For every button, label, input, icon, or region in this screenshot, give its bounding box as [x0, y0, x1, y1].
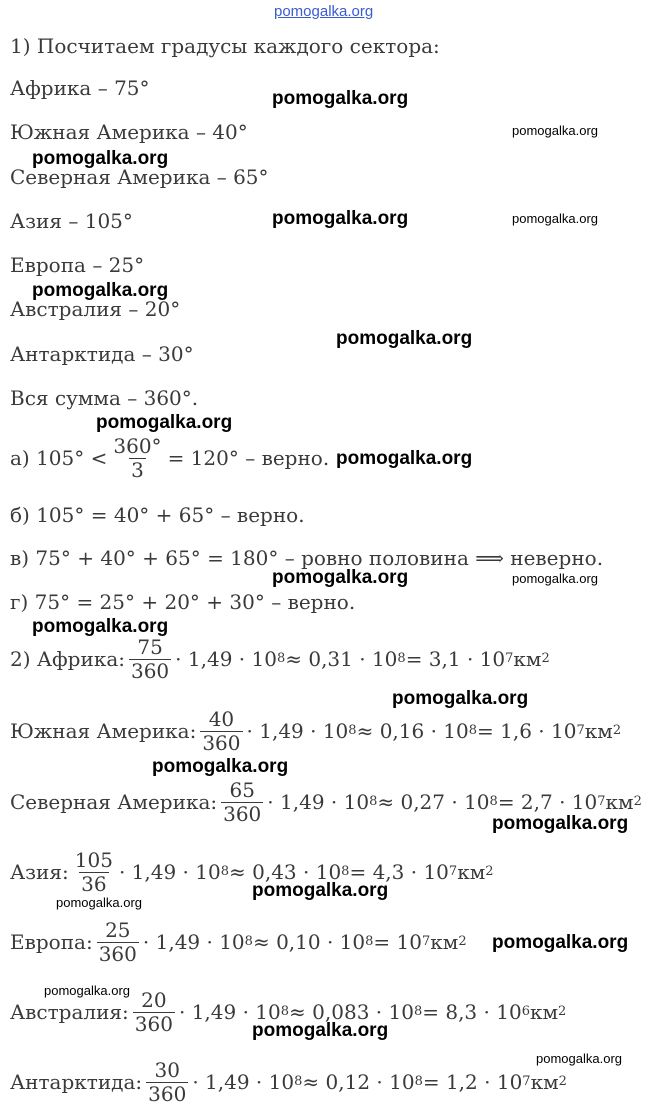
fraction [73, 847, 115, 896]
area-mid: · 1,49 · 10 [192, 1070, 295, 1094]
fraction-denominator: 360 [202, 730, 241, 755]
area-row: Европа: $\frac{25}{360}$ · 1,49 · 10 8 ≈ 0,10 · 10 8 = 10 7 км 2 [10, 917, 467, 966]
fraction [111, 433, 163, 482]
area-label: Северная Америка: [10, 790, 218, 814]
area-mid: · 1,49 · 10 [142, 930, 245, 954]
area-unit: км [430, 930, 459, 954]
area-result: = 1,6 · 10 [477, 719, 577, 743]
fraction-denominator: 360 [148, 1081, 187, 1106]
watermark: pomogalka.org [392, 688, 529, 709]
watermark: pomogalka.org [152, 756, 289, 777]
area-label: Австралия: [10, 1000, 129, 1024]
area-unit: км [584, 719, 613, 743]
watermark: pomogalka.org [272, 567, 409, 588]
area-row: Антарктида: $\frac{30}{360}$ · 1,49 · 10 8 ≈ 0,12 · 10 8 = 1,2 · 10 7 км 2 [10, 1057, 567, 1106]
fraction-denominator: 360 [130, 658, 170, 683]
sector-line: Азия – 105° [10, 209, 133, 233]
area-mid: · 1,49 · 10 [118, 860, 221, 884]
area-result: = 1,2 · 10 [422, 1070, 523, 1094]
area-result: = 8,3 · 10 [422, 1000, 522, 1024]
fraction-numerator: 75 [137, 634, 163, 659]
area-approx: ≈ 0,083 · 10 [289, 1000, 414, 1024]
fraction [221, 777, 263, 826]
watermark: pomogalka.org [336, 448, 473, 469]
fraction [200, 706, 242, 755]
answer-b: б) 105° = 40° + 65° – верно. [10, 503, 305, 527]
fraction-numerator: 40 [208, 706, 235, 731]
watermark: pomogalka.org [252, 880, 389, 901]
fraction [97, 917, 139, 966]
watermark: pomogalka.org [272, 208, 409, 229]
area-label: Антарктида: [10, 1070, 143, 1094]
area-unit: км [530, 1070, 559, 1094]
area-result: = 10 [373, 930, 422, 954]
area-mid: · 1,49 · 10 [267, 790, 370, 814]
answer-a-post: = 120° – верно. [167, 446, 330, 470]
fraction-numerator: 20 [141, 987, 167, 1012]
answer-g: г) 75° = 25° + 20° + 30° – верно. [10, 590, 356, 614]
area-row: Южная Америка: $\frac{40}{360}$ · 1,49 · 10 8 ≈ 0,16 · 10 8 = 1,6 · 10 7 км 2 [10, 706, 622, 755]
fraction [133, 987, 175, 1036]
fraction-denominator: 36 [81, 871, 107, 896]
area-row: Азия: $\frac{105}{36}$ · 1,49 · 10 8 ≈ 0,43 · 10 8 = 4,3 · 10 7 км 2 [10, 847, 494, 896]
watermark: pomogalka.org [32, 616, 169, 637]
sector-line: Африка – 75° [10, 76, 150, 100]
watermark: pomogalka.org [492, 932, 629, 953]
fraction [146, 1057, 188, 1106]
part1-heading: 1) Посчитаем градусы каждого сектора: [10, 34, 440, 58]
total-line: Вся сумма – 360°. [10, 386, 199, 410]
fraction-denominator: 360 [223, 801, 262, 826]
area-label: Южная Америка: [10, 719, 197, 743]
watermark: pomogalka.org [512, 571, 598, 586]
watermark: pomogalka.org [512, 211, 598, 226]
fraction-numerator: 360° [113, 433, 162, 458]
area-approx: ≈ 0,27 · 10 [377, 790, 490, 814]
sector-line: Южная Америка – 40° [10, 120, 248, 144]
area-label: Азия: [10, 860, 69, 884]
fraction-numerator: 30 [154, 1057, 180, 1082]
watermark: pomogalka.org [32, 280, 169, 301]
area-approx: ≈ 0,12 · 10 [302, 1070, 415, 1094]
fraction-denominator: 360 [98, 941, 137, 966]
watermark: pomogalka.org [336, 328, 473, 349]
answer-v: в) 75° + 40° + 65° = 180° – ровно половина ⟹ неверно. [10, 546, 604, 570]
area-approx: ≈ 0,10 · 10 [252, 930, 366, 954]
watermark: pomogalka.org [32, 148, 169, 169]
fraction-numerator: 65 [229, 777, 255, 802]
area-mid: · 1,49 · 10 [175, 647, 277, 671]
area-result: = 2,7 · 10 [497, 790, 598, 814]
fraction [129, 634, 171, 683]
sector-line: Европа – 25° [10, 253, 145, 277]
watermark: pomogalka.org [252, 1020, 389, 1041]
fraction-denominator: 3 [131, 457, 144, 482]
area-unit: км [605, 790, 634, 814]
sector-line: Австралия – 20° [10, 297, 181, 321]
fraction-numerator: 25 [105, 917, 131, 942]
sector-line: Северная Америка – 65° [10, 165, 269, 189]
area-row: Австралия: $\frac{20}{360}$ · 1,49 · 10 8 ≈ 0,083 · 10 8 = 8,3 · 10 6 км 2 [10, 987, 567, 1036]
area-mid: · 1,49 · 10 [178, 1000, 281, 1024]
sector-line: Антарктида – 30° [10, 342, 194, 366]
watermark: pomogalka.org [44, 983, 130, 998]
area-unit: км [513, 647, 542, 671]
area-approx: ≈ 0,31 · 10 [285, 647, 398, 671]
answer-a [10, 433, 330, 482]
watermark: pomogalka.org [492, 813, 629, 834]
area-result: = 3,1 · 10 [405, 647, 506, 671]
watermark-top[interactable]: pomogalka.org [274, 3, 374, 20]
watermark: pomogalka.org [512, 123, 598, 138]
watermark: pomogalka.org [272, 88, 409, 109]
fraction-numerator: 105 [74, 847, 113, 872]
area-row: Северная Америка: $\frac{65}{360}$ · 1,49 · 10 8 ≈ 0,27 · 10 8 = 2,7 · 10 7 км 2 [10, 777, 642, 826]
watermark: pomogalka.org [96, 412, 233, 433]
area-approx: ≈ 0,16 · 10 [356, 719, 469, 743]
area-approx: ≈ 0,43 · 10 [229, 860, 342, 884]
watermark: pomogalka.org [536, 1051, 622, 1066]
answer-a-pre: а) 105° < [10, 446, 108, 470]
area-unit: км [529, 1000, 559, 1024]
area-mid: · 1,49 · 10 [246, 719, 349, 743]
area-unit: км [457, 860, 486, 884]
area-row: 2) Африка: $\frac{75}{360}$ · 1,49 · 10 8 ≈ 0,31 · 10 8 = 3,1 · 10 7 км 2 [10, 634, 550, 683]
area-label: Европа: [10, 930, 93, 954]
area-result: = 4,3 · 10 [349, 860, 449, 884]
fraction-denominator: 360 [134, 1011, 173, 1036]
watermark: pomogalka.org [56, 895, 142, 910]
area-label: 2) Африка: [10, 647, 125, 671]
